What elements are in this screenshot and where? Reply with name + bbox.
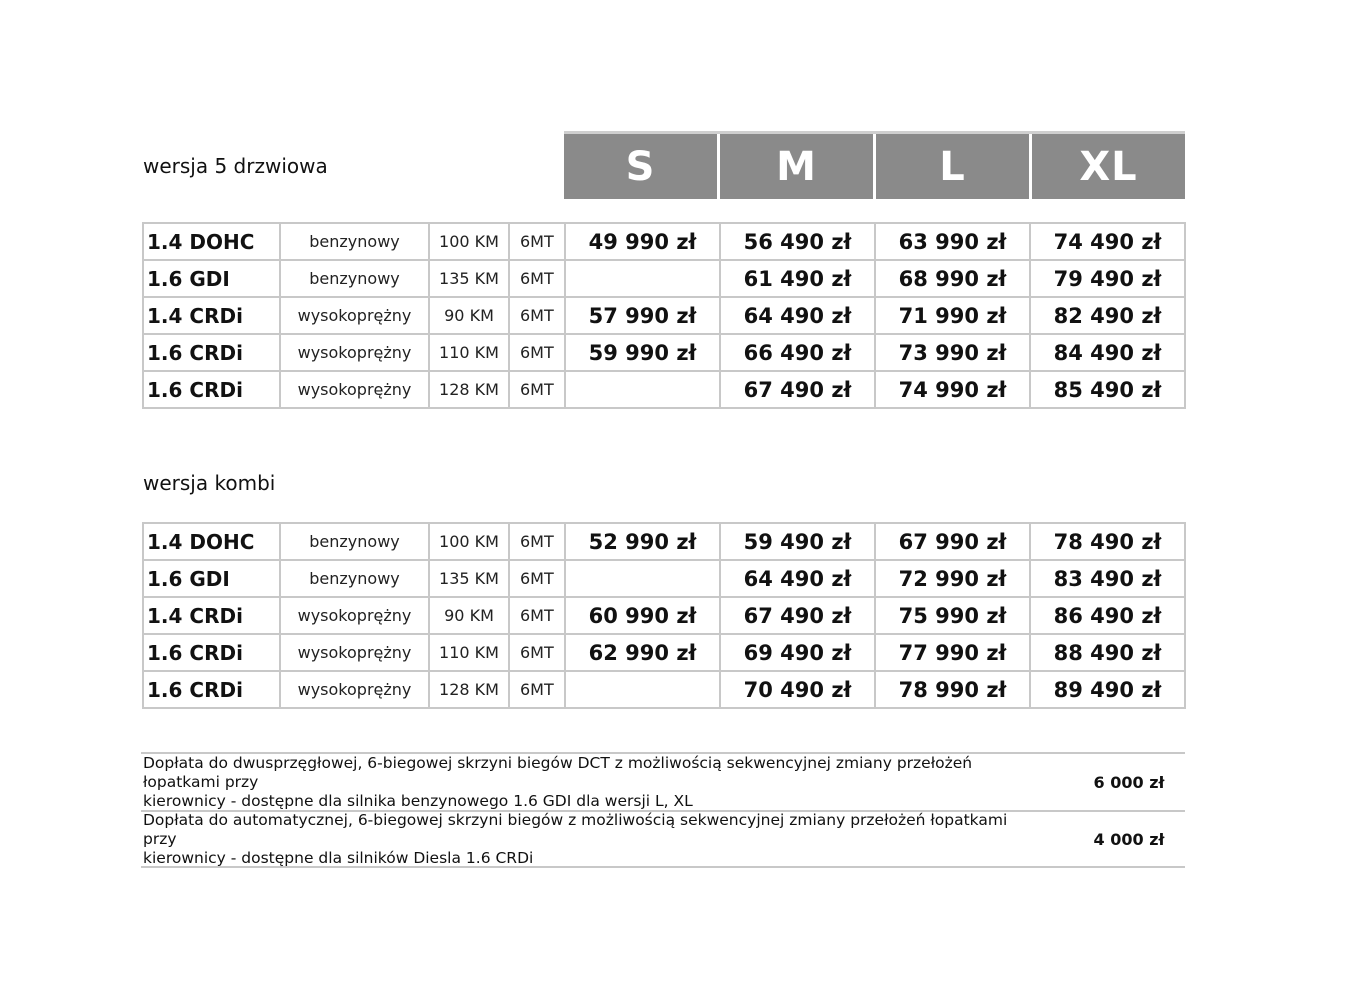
fuel-cell: wysokoprężny [280,297,429,334]
price-cell-s: 57 990 zł [565,297,720,334]
price-cell-m: 66 490 zł [720,334,875,371]
gearbox-cell: 6MT [509,597,565,634]
price-cell-l: 75 990 zł [875,597,1030,634]
price-cell-l: 68 990 zł [875,260,1030,297]
table-row [143,334,1185,371]
engine-cell: 1.6 CRDi [143,371,280,408]
fuel-cell: wysokoprężny [280,371,429,408]
price-cell-m: 67 490 zł [720,597,875,634]
price-cell-s [565,260,720,297]
trim-l: L [876,134,1032,199]
fuel-cell: benzynowy [280,260,429,297]
surcharge-description [141,811,1043,868]
surcharges-list [141,752,1185,868]
surcharge-price: 4 000 zł [1093,829,1165,849]
price-cell-xl: 88 490 zł [1030,634,1185,671]
surcharge-line: kierownicy - dostępne dla silnika benzynowego 1.6 GDI dla wersji L, XL [143,791,693,810]
gearbox-cell: 6MT [509,371,565,408]
power-cell: 135 KM [429,260,509,297]
fuel-cell: wysokoprężny [280,597,429,634]
price-cell-m: 70 490 zł [720,671,875,708]
fuel-cell: benzynowy [280,560,429,597]
price-cell-l: 67 990 zł [875,523,1030,560]
table-row [143,634,1185,671]
price-cell-s: 52 990 zł [565,523,720,560]
price-cell-s [565,560,720,597]
price-cell-xl: 89 490 zł [1030,671,1185,708]
price-cell-xl: 86 490 zł [1030,597,1185,634]
price-cell-m: 69 490 zł [720,634,875,671]
price-cell-s: 49 990 zł [565,223,720,260]
table-row [143,671,1185,708]
surcharge-line: kierownicy - dostępne dla silników Diesla 1.6 CRDi [143,848,534,867]
price-cell-m: 59 490 zł [720,523,875,560]
price-cell-l: 74 990 zł [875,371,1030,408]
surcharge-line: Dopłata do automatycznej, 6-biegowej skrzyni biegów z możliwością sekwencyjnej zmiany przełożeń łopatkami przy [143,810,1008,848]
price-table-kombi [142,522,1186,709]
price-table-5-door [142,222,1186,409]
surcharge-line: Dopłata do dwusprzęgłowej, 6-biegowej skrzyni biegów DCT z możliwością sekwencyjnej zmiany przełożeń łopatkami przy [143,753,973,791]
engine-cell: 1.6 CRDi [143,671,280,708]
fuel-cell: wysokoprężny [280,334,429,371]
price-cell-s: 60 990 zł [565,597,720,634]
gearbox-cell: 6MT [509,671,565,708]
power-cell: 90 KM [429,297,509,334]
engine-cell: 1.4 CRDi [143,297,280,334]
section-title-kombi: wersja kombi [143,471,276,495]
price-table-body [143,523,1185,708]
power-cell: 128 KM [429,671,509,708]
engine-cell: 1.6 GDI [143,260,280,297]
gearbox-cell: 6MT [509,560,565,597]
price-cell-m: 67 490 zł [720,371,875,408]
table-row [143,297,1185,334]
price-table-body [143,223,1185,408]
price-cell-s: 59 990 zł [565,334,720,371]
price-cell-xl: 83 490 zł [1030,560,1185,597]
fuel-cell: benzynowy [280,223,429,260]
surcharge-row-dct [141,752,1185,810]
table-row [143,371,1185,408]
price-cell-xl: 78 490 zł [1030,523,1185,560]
price-cell-xl: 84 490 zł [1030,334,1185,371]
power-cell: 128 KM [429,371,509,408]
price-cell-l: 78 990 zł [875,671,1030,708]
price-cell-l: 63 990 zł [875,223,1030,260]
price-cell-m: 64 490 zł [720,560,875,597]
engine-cell: 1.4 DOHC [143,523,280,560]
engine-cell: 1.6 CRDi [143,334,280,371]
engine-cell: 1.6 CRDi [143,634,280,671]
power-cell: 110 KM [429,334,509,371]
power-cell: 100 KM [429,523,509,560]
table-row [143,560,1185,597]
table-row [143,223,1185,260]
trim-m: M [720,134,876,199]
fuel-cell: wysokoprężny [280,634,429,671]
price-cell-s [565,671,720,708]
table-row [143,597,1185,634]
table-row [143,523,1185,560]
power-cell: 135 KM [429,560,509,597]
price-cell-l: 77 990 zł [875,634,1030,671]
trim-xl: XL [1032,134,1185,199]
power-cell: 90 KM [429,597,509,634]
engine-cell: 1.4 DOHC [143,223,280,260]
gearbox-cell: 6MT [509,334,565,371]
surcharge-row-automatic [141,810,1185,868]
gearbox-cell: 6MT [509,523,565,560]
power-cell: 110 KM [429,634,509,671]
gearbox-cell: 6MT [509,223,565,260]
price-cell-m: 64 490 zł [720,297,875,334]
fuel-cell: benzynowy [280,523,429,560]
price-cell-s [565,371,720,408]
engine-cell: 1.4 CRDi [143,597,280,634]
section-title-5-door: wersja 5 drzwiowa [143,154,328,178]
trim-header [564,131,1185,199]
engine-cell: 1.6 GDI [143,560,280,597]
price-cell-s: 62 990 zł [565,634,720,671]
price-cell-xl: 85 490 zł [1030,371,1185,408]
surcharge-description [141,754,1043,811]
price-cell-m: 56 490 zł [720,223,875,260]
gearbox-cell: 6MT [509,634,565,671]
price-cell-l: 71 990 zł [875,297,1030,334]
gearbox-cell: 6MT [509,297,565,334]
price-cell-l: 73 990 zł [875,334,1030,371]
price-cell-xl: 79 490 zł [1030,260,1185,297]
power-cell: 100 KM [429,223,509,260]
price-cell-m: 61 490 zł [720,260,875,297]
price-cell-l: 72 990 zł [875,560,1030,597]
price-cell-xl: 82 490 zł [1030,297,1185,334]
surcharge-price: 6 000 zł [1093,772,1165,792]
table-row [143,260,1185,297]
fuel-cell: wysokoprężny [280,671,429,708]
gearbox-cell: 6MT [509,260,565,297]
trim-s: S [564,134,720,199]
price-cell-xl: 74 490 zł [1030,223,1185,260]
